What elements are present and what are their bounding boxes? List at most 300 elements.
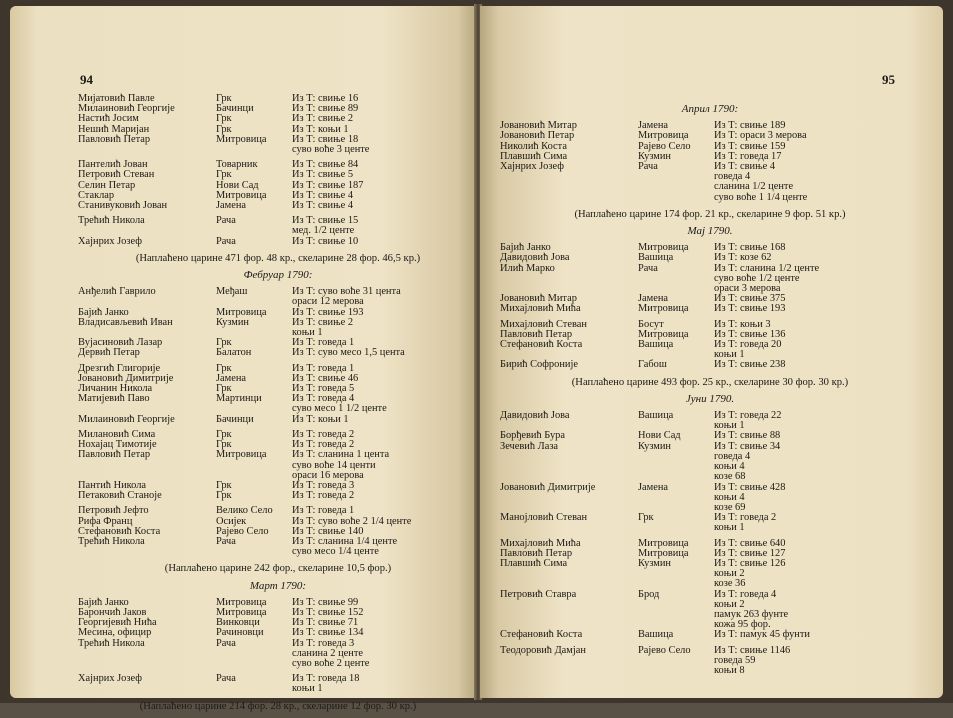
merchant-place: Бачинци: [216, 413, 254, 425]
goods-entry: Из Т: свиње 187: [292, 179, 364, 191]
merchant-place: Грк: [216, 337, 232, 349]
merchant-place: Рача: [216, 637, 236, 649]
merchant-name: [500, 666, 638, 676]
merchant-place: Рачиновци: [216, 627, 264, 639]
ledger-row-continuation: [78, 547, 478, 557]
goods-entry: Из Т: свиње 84: [292, 159, 359, 171]
merchant-name: Петровић Стеван: [78, 169, 155, 181]
merchant-place: Кузмин: [638, 557, 671, 569]
ledger-row: [78, 201, 478, 211]
page-number: 95: [882, 72, 895, 87]
merchant-place: Рача: [216, 215, 236, 227]
goods-entry: Из Т: свиње 127: [714, 547, 786, 559]
merchant-place: Винковци: [216, 617, 260, 629]
merchant-name: Давидовић Јова: [500, 252, 570, 264]
ledger-row-continuation: [500, 472, 920, 482]
goods-entry: Из Т: свиње 16: [292, 93, 359, 104]
merchant-place: Кузмин: [216, 316, 249, 328]
ledger-row-continuation: [500, 193, 920, 203]
merchant-name: [78, 461, 216, 471]
goods-entry: мед. 1/2 центе: [292, 225, 355, 237]
goods-entry: говеда 4: [714, 171, 751, 183]
ledger-row: [500, 559, 920, 569]
ledger-row: [78, 318, 478, 328]
merchant-name: Давидовић Јова: [500, 410, 570, 422]
merchant-place: [638, 172, 714, 182]
merchant-name: Хајнрих Јозеф: [500, 161, 564, 173]
goods-entry: Из Т: говеда 17: [714, 150, 782, 162]
goods-entry: Из Т: свиње 2: [292, 113, 354, 125]
merchant-name: Вујасиновић Лазар: [78, 337, 163, 349]
goods-entry: Из Т: свиње 126: [714, 557, 786, 569]
goods-entry: Из Т: свиње 238: [714, 359, 786, 371]
merchant-name: [500, 579, 638, 589]
merchant-place: Митровица: [638, 242, 689, 254]
merchant-name: [500, 462, 638, 472]
merchant-place: Јамена: [638, 293, 669, 305]
merchant-name: Михајловић Мића: [500, 303, 581, 315]
goods-entry: ораси 3 мерова: [714, 283, 781, 295]
merchant-place: [638, 274, 714, 284]
merchant-name: Јовановић Митар: [500, 120, 577, 132]
merchant-place: Митровица: [216, 596, 267, 608]
merchant-name: Стефановић Коста: [500, 629, 583, 641]
merchant-place: Митровица: [638, 537, 689, 549]
merchant-place: Кузмин: [638, 150, 671, 162]
merchant-place: Митровица: [216, 606, 267, 618]
goods-entry: Из Т: ораси 3 мерова: [714, 130, 807, 142]
merchant-place: Бачинци: [216, 103, 254, 115]
merchant-place: [216, 649, 292, 659]
merchant-place: [638, 493, 714, 503]
ledger-row-continuation: [500, 666, 920, 676]
goods-entry: Из Т: свиње 193: [714, 303, 786, 315]
goods-entry: суво воће 1/2 центе: [714, 272, 800, 284]
ledger-row: [78, 394, 478, 404]
merchant-name: [500, 182, 638, 192]
merchant-place: Босут: [638, 318, 664, 330]
merchant-place: [638, 569, 714, 579]
ledger-row-continuation: [500, 569, 920, 579]
merchant-place: Брод: [638, 588, 660, 600]
ledger-row: [500, 630, 920, 640]
merchant-name: Дрезгић Глигорије: [78, 362, 161, 374]
goods-entry: коњи 1: [714, 420, 745, 432]
merchant-name: Мијатовић Павле: [78, 93, 155, 104]
goods-entry: Из Т: коњи 1: [292, 123, 349, 135]
goods-entry: суво месо 1 1/2 центе: [292, 403, 387, 415]
ledger-row-continuation: [500, 182, 920, 192]
merchant-name: Бајић Јанко: [500, 242, 551, 254]
merchant-name: [78, 649, 216, 659]
goods-entry: ораси 16 мерова: [292, 469, 364, 481]
merchant-name: Илић Марко: [500, 262, 555, 274]
month-heading: Фебруар 1790:: [243, 269, 313, 282]
merchant-place: Рача: [216, 673, 236, 685]
ledger-row-continuation: [78, 684, 478, 694]
ledger-row: [500, 483, 920, 493]
goods-entry: Из Т: говеда 4: [714, 588, 777, 600]
merchant-name: Плавшић Сима: [500, 557, 568, 569]
goods-entry: козе 68: [714, 471, 746, 483]
merchant-name: Јовановић Димитрије: [500, 481, 596, 493]
merchant-place: [216, 547, 292, 557]
ledger-row: [78, 491, 478, 501]
goods-entry: Из Т: свиње 375: [714, 293, 786, 305]
merchant-name: Николић Коста: [500, 140, 567, 152]
merchant-name: Бирић Софроније: [500, 359, 578, 371]
goods-entry: Из Т: коњи 3: [714, 318, 771, 330]
ledger-row-continuation: [500, 579, 920, 589]
month-section: [500, 104, 920, 220]
merchant-name: Михајловић Стеван: [500, 318, 587, 330]
ledger-row: [78, 674, 478, 684]
merchant-name: Месина, официр: [78, 627, 152, 639]
goods-entry: Из Т: говеда 1: [292, 505, 355, 517]
merchant-place: [638, 523, 714, 533]
goods-entry: суво воће 3 центе: [292, 144, 370, 156]
goods-entry: Из Т: говеда 2: [292, 490, 355, 502]
merchant-name: Георгијевић Нића: [78, 617, 157, 629]
merchant-place: Грк: [638, 512, 654, 524]
goods-entry: козе 69: [714, 501, 746, 513]
merchant-place: [638, 472, 714, 482]
right-page: [480, 6, 943, 698]
goods-entry: Из Т: сланина 1 цента: [292, 449, 390, 461]
merchant-place: Рача: [216, 235, 236, 247]
goods-entry: Из Т: суво воће 2 1/4 центе: [292, 515, 412, 527]
merchant-name: [500, 610, 638, 620]
merchant-place: Митровица: [638, 328, 689, 340]
merchant-name: Петровић Јефто: [78, 505, 149, 517]
merchant-name: Зечевић Лаза: [500, 440, 559, 452]
merchant-place: Међаш: [216, 286, 248, 298]
ledger-row: [78, 450, 478, 460]
merchant-place: Мартинци: [216, 393, 262, 405]
merchant-name: Милаиновић Георгије: [78, 413, 175, 425]
merchant-place: Вашица: [638, 339, 674, 351]
merchant-place: [638, 666, 714, 676]
fee-summary: (Наплаћено царине 493 фор. 25 кр., скеларине 30 фор. 30 кр.): [571, 376, 849, 388]
goods-entry: Из Т: свиње 46: [292, 372, 359, 384]
merchant-name: Михајловић Мића: [500, 537, 581, 549]
goods-entry: суво воће 1 1/4 центе: [714, 191, 808, 203]
ledger-row: [78, 181, 478, 191]
ledger-row: [78, 537, 478, 547]
merchant-place: Јамена: [216, 372, 247, 384]
merchant-place: Рача: [638, 262, 658, 274]
merchant-place: Вашица: [638, 410, 674, 422]
merchant-place: Јамена: [216, 200, 247, 212]
goods-entry: памук 263 фунте: [714, 608, 789, 620]
left-page: [10, 6, 476, 712]
merchant-place: Грк: [216, 428, 232, 440]
merchant-name: Борђевић Бура: [500, 430, 565, 442]
goods-entry: Из Т: говеда 2: [292, 439, 355, 451]
merchant-name: Трећић Никола: [78, 535, 145, 547]
merchant-name: [500, 274, 638, 284]
goods-entry: Из Т: свиње 2: [292, 316, 354, 328]
merchant-name: Стефановић Коста: [78, 525, 161, 537]
goods-entry: Из Т: сланина 1/2 центе: [714, 262, 820, 274]
month-section: [78, 270, 478, 574]
goods-entry: Из Т: свиње 140: [292, 525, 364, 537]
merchant-place: Митровица: [216, 306, 267, 318]
merchant-place: Рајево Село: [638, 140, 691, 152]
merchant-place: [216, 684, 292, 694]
goods-entry: сланина 1/2 центе: [714, 181, 794, 193]
ledger-row-continuation: [500, 523, 920, 533]
ledger-row: [78, 135, 478, 145]
goods-entry: коњи 2: [714, 598, 745, 610]
merchant-place: Митровица: [216, 449, 267, 461]
ledger-row: [78, 506, 478, 516]
ledger-row: [500, 264, 920, 274]
merchant-place: Грк: [216, 123, 232, 135]
merchant-name: Настић Јосим: [78, 113, 139, 125]
ledger-row-continuation: [500, 452, 920, 462]
goods-entry: Из Т: свиње 34: [714, 440, 781, 452]
goods-entry: Из Т: говеда 18: [292, 673, 360, 685]
merchant-name: Милановић Сима: [78, 428, 156, 440]
merchant-place: Грк: [216, 113, 232, 125]
merchant-place: Вашица: [638, 252, 674, 264]
goods-entry: Из Т: свиње 10: [292, 235, 359, 247]
goods-entry: Из Т: свиње 136: [714, 328, 786, 340]
month-heading: Мај 1790.: [687, 225, 733, 238]
ledger-row-continuation: [78, 659, 478, 669]
ledger-row-continuation: [500, 172, 920, 182]
merchant-name: Стаклар: [78, 189, 115, 201]
goods-entry: Из Т: памук 45 фунти: [714, 629, 810, 641]
merchant-place: [638, 182, 714, 192]
merchant-place: Балатон: [216, 347, 252, 359]
ledger-row: [500, 590, 920, 600]
goods-entry: Из Т: свиње 89: [292, 103, 359, 115]
merchant-name: Станивуковић Јован: [78, 200, 168, 212]
ledger-row: [500, 360, 920, 370]
merchant-name: [500, 172, 638, 182]
ledger-row: [500, 162, 920, 172]
merchant-place: [216, 461, 292, 471]
ledger-row-continuation: [500, 610, 920, 620]
goods-entry: кожа 95 фор.: [714, 619, 771, 631]
goods-entry: Из Т: свиње 159: [714, 140, 786, 152]
month-heading: Април 1790:: [681, 103, 739, 115]
merchant-name: [500, 600, 638, 610]
merchant-name: Трећић Никола: [78, 637, 145, 649]
merchant-place: Грк: [216, 169, 232, 181]
merchant-name: Петаковић Станоје: [78, 490, 162, 502]
month-section: [78, 581, 478, 712]
merchant-name: Матијевић Паво: [78, 393, 150, 405]
merchant-name: Анђелић Гаврило: [78, 286, 156, 298]
merchant-name: [500, 569, 638, 579]
merchant-name: Бајић Јанко: [78, 596, 129, 608]
merchant-place: Митровица: [638, 130, 689, 142]
ledger-row: [500, 340, 920, 350]
month-section: [500, 226, 920, 388]
merchant-name: Барончић Јаков: [78, 606, 147, 618]
merchant-place: Грк: [216, 383, 232, 395]
goods-entry: суво воће 2 центе: [292, 657, 370, 669]
merchant-place: Јамена: [638, 481, 669, 493]
fee-summary: (Наплаћено царине 174 фор. 21 кр., скеларине 9 фор. 51 кр.): [574, 208, 846, 220]
merchant-name: Манојловић Стеван: [500, 512, 588, 524]
page-number: 94: [80, 72, 93, 87]
ledger-row: [500, 442, 920, 452]
goods-entry: Из Т: говеда 20: [714, 339, 782, 351]
goods-entry: Из Т: свиње 71: [292, 617, 359, 629]
ledger-row-continuation: [500, 462, 920, 472]
merchant-place: [638, 579, 714, 589]
merchant-place: [638, 610, 714, 620]
fee-summary: (Наплаћено царине 471 фор. 48 кр., скеларине 28 фор. 46,5 кр.): [135, 252, 421, 264]
merchant-place: Вашица: [638, 629, 674, 641]
goods-entry: Из Т: свиње 18: [292, 133, 359, 145]
goods-entry: Из Т: говеда 1: [292, 362, 355, 374]
merchant-place: Рајево Село: [216, 525, 269, 537]
goods-entry: Из Т: свиње 15: [292, 215, 359, 227]
merchant-name: [500, 493, 638, 503]
merchant-place: Јамена: [638, 120, 669, 132]
goods-entry: козе 36: [714, 578, 746, 590]
goods-entry: суво воће 14 центи: [292, 459, 376, 471]
goods-entry: Из Т: свиње 5: [292, 169, 354, 181]
goods-entry: Из Т: свиње 193: [292, 306, 364, 318]
goods-entry: Из Т: говеда 5: [292, 383, 355, 395]
merchant-place: Велико Село: [216, 505, 273, 517]
merchant-name: Теодоровић Дамјан: [500, 644, 586, 656]
goods-entry: Из Т: говеда 3: [292, 637, 355, 649]
merchant-place: Кузмин: [638, 440, 671, 452]
merchant-name: Рифа Франц: [78, 515, 133, 527]
merchant-name: Стефановић Коста: [500, 339, 583, 351]
merchant-name: Јовановић Петар: [500, 130, 575, 142]
merchant-place: Нови Сад: [216, 179, 259, 191]
merchant-name: [78, 145, 216, 155]
goods-entry: Из Т: свиње 640: [714, 537, 786, 549]
ledger-row-continuation: [500, 656, 920, 666]
ledger-row: [78, 415, 478, 425]
merchant-place: Грк: [216, 93, 232, 104]
ledger-row: [78, 287, 478, 297]
goods-entry: Из Т: свиње 1146: [714, 644, 791, 656]
goods-entry: Из Т: говеда 3: [292, 479, 355, 491]
goods-entry: коњи 1: [292, 683, 323, 695]
goods-entry: говеда 4: [714, 450, 751, 462]
goods-entry: Из Т: свиње 168: [714, 242, 786, 254]
goods-entry: коњи 1: [714, 349, 745, 361]
merchant-place: Митровица: [216, 133, 267, 145]
merchant-name: Јовановић Димитрије: [78, 372, 174, 384]
merchant-name: Нохајац Тимотије: [78, 439, 157, 451]
merchant-name: Плавшић Сима: [500, 150, 568, 162]
merchant-place: [638, 462, 714, 472]
ledger-row: [78, 639, 478, 649]
goods-entry: Из Т: свиње 4: [714, 161, 776, 173]
goods-entry: Из Т: свиње 152: [292, 606, 364, 618]
ledger-row: [500, 431, 920, 441]
merchant-name: Пантелић Јован: [78, 159, 148, 171]
month-section: [78, 94, 478, 264]
ledger-row: [78, 170, 478, 180]
goods-entry: коњи 4: [714, 461, 745, 473]
merchant-name: Селин Петар: [78, 179, 136, 191]
merchant-name: Хајнрих Јозеф: [78, 673, 142, 685]
merchant-name: Павловић Петар: [500, 547, 573, 559]
goods-entry: Из Т: говеда 4: [292, 393, 355, 405]
merchant-place: Грк: [216, 362, 232, 374]
merchant-name: Нешић Маријан: [78, 123, 150, 135]
merchant-place: Грк: [216, 439, 232, 451]
left-page-content: [78, 94, 478, 718]
goods-entry: говеда 59: [714, 654, 756, 666]
merchant-place: Нови Сад: [638, 430, 681, 442]
ledger-row: [500, 646, 920, 656]
merchant-name: [500, 452, 638, 462]
goods-entry: Из Т: говеда 1: [292, 337, 355, 349]
ledger-row-continuation: [78, 649, 478, 659]
month-heading: Март 1790:: [249, 579, 307, 592]
merchant-name: Павловић Петар: [78, 449, 151, 461]
merchant-place: [216, 659, 292, 669]
goods-entry: ораси 12 мерова: [292, 296, 364, 308]
ledger-row: [500, 513, 920, 523]
ledger-row: [500, 304, 920, 314]
goods-entry: Из Т: сланина 1/4 центе: [292, 535, 398, 547]
goods-entry: Из Т: свиње 134: [292, 627, 364, 639]
goods-entry: Из Т: говеда 2: [292, 428, 355, 440]
goods-entry: Из Т: свиње 189: [714, 120, 786, 132]
ledger-row-continuation: [500, 600, 920, 610]
merchant-place: Митровица: [216, 189, 267, 201]
merchant-place: Митровица: [638, 547, 689, 559]
merchant-name: [500, 523, 638, 533]
goods-entry: Из Т: коњи 1: [292, 413, 349, 425]
goods-entry: коњи 1: [714, 522, 745, 534]
merchant-name: [500, 472, 638, 482]
merchant-name: Дервић Петар: [78, 347, 140, 359]
ledger-row-continuation: [78, 461, 478, 471]
merchant-name: [500, 656, 638, 666]
ledger-row-continuation: [78, 297, 478, 307]
merchant-name: Јовановић Митар: [500, 293, 577, 305]
month-heading: Јуни 1790.: [685, 392, 735, 405]
ledger-row: [500, 253, 920, 263]
goods-entry: Из Т: суво месо 1,5 цента: [292, 347, 405, 359]
ledger-row: [78, 216, 478, 226]
merchant-name: [78, 659, 216, 669]
merchant-place: Митровица: [638, 303, 689, 315]
merchant-name: Владисављевић Иван: [78, 316, 173, 328]
goods-entry: коњи 2: [714, 568, 745, 580]
merchant-place: Грк: [216, 479, 232, 491]
goods-entry: Из Т: суво воће 31 цента: [292, 286, 401, 298]
merchant-name: Павловић Петар: [78, 133, 151, 145]
goods-entry: Из Т: свиње 88: [714, 430, 781, 442]
right-page-content: [500, 98, 920, 676]
goods-entry: Из Т: свиње 99: [292, 596, 359, 608]
goods-entry: Из Т: говеда 2: [714, 512, 777, 524]
goods-entry: Из Т: свиње 4: [292, 200, 354, 212]
merchant-name: Личанин Никола: [78, 383, 153, 395]
ledger-row-continuation: [78, 145, 478, 155]
merchant-place: [216, 145, 292, 155]
merchant-place: Габош: [638, 359, 667, 371]
goods-entry: коњи 1: [292, 327, 323, 339]
fee-summary: (Наплаћено царине 242 фор., скеларине 10,5 фор.): [164, 563, 392, 575]
